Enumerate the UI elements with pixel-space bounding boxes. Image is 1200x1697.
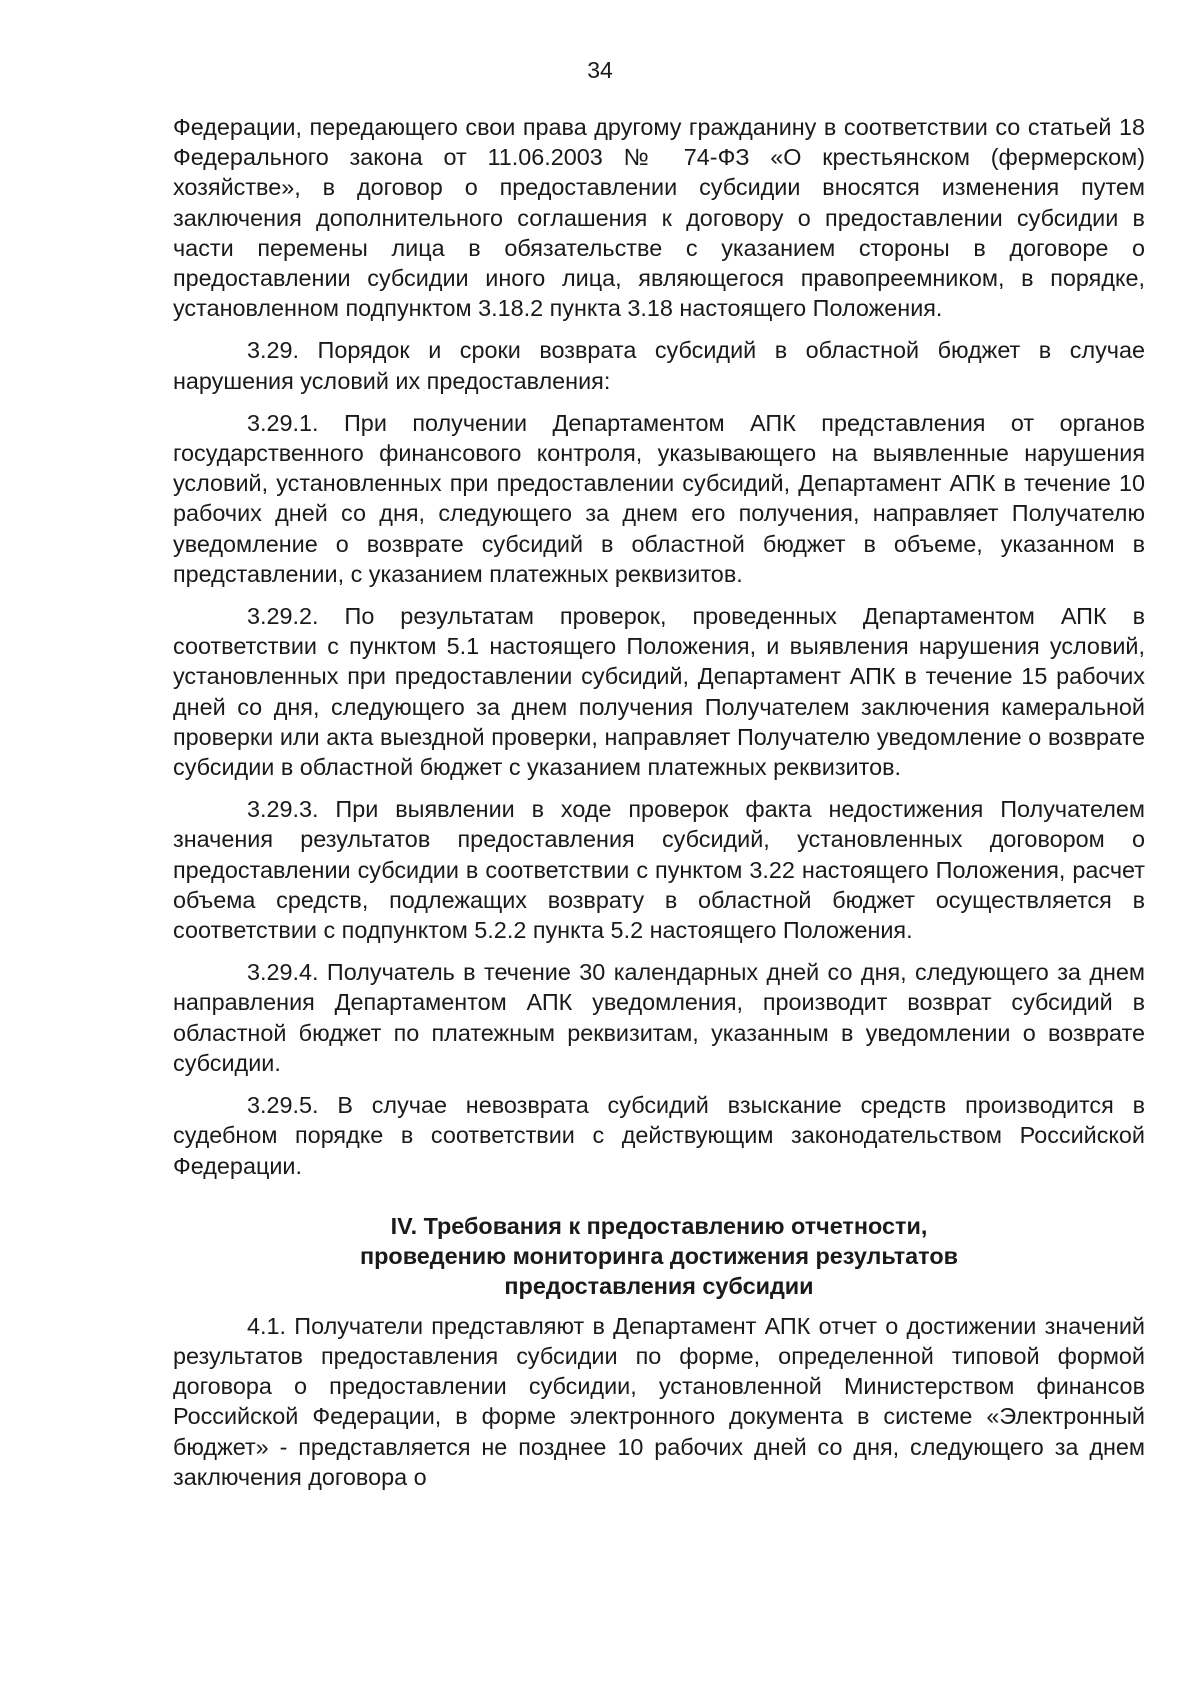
- paragraph-4-1: 4.1. Получатели представляют в Департамент АПК отчет о достижении значений результатов предоставления субсидии по форме, определенной типовой формой договора о предоставлении субсидии, установленной Министерством финансов Российской Федерации, в форме электронного документа в системе «Электронный бюджет» - представляется не позднее 10 рабочих дней со дня, следующего за днем заключения договора о: [173, 1312, 1145, 1490]
- section-heading-line: IV. Требования к предоставлению отчетности,: [390, 1212, 928, 1239]
- paragraph-3-29-5: 3.29.5. В случае невозврата субсидий взыскание средств производится в судебном порядке в соответствии с действующим законодательством Российской Федерации.: [173, 1092, 1145, 1179]
- paragraph-3-29-2: 3.29.2. По результатам проверок, проведенных Департаментом АПК в соответствии с пунктом 5.1 настоящего Положения, и выявления нарушения условий, установленных при предоставлении субсидий, Департамент АПК в течение 15 рабочих дней со дня, следующего за днем получения Получателем заключения камеральной проверки или акта выездной проверки, направляет Получателю уведомление о возврате субсидии в областной бюджет с указанием платежных реквизитов.: [173, 603, 1145, 781]
- section-heading-line: предоставления субсидии: [504, 1272, 814, 1299]
- paragraph-3-29-3: 3.29.3. При выявлении в ходе проверок факта недостижения Получателем значения результатов предоставления субсидий, установленных договором о предоставлении субсидии в соответствии с пунктом 3.22 настоящего Положения, расчет объема средств, подлежащих возврату в областной бюджет осуществляется в соответствии с подпунктом 5.2.2 пункта 5.2 настоящего Положения.: [173, 796, 1145, 944]
- paragraph-3-29-1: 3.29.1. При получении Департаментом АПК представления от органов государственного финансового контроля, указывающего на выявленные нарушения условий, установленных при предоставлении субсидий, Департамент АПК в течение 10 рабочих дней со дня, следующего за днем его получения, направляет Получателю уведомление о возврате субсидий в областной бюджет в объеме, указанном в представлении, с указанием платежных реквизитов.: [173, 409, 1145, 587]
- section-heading-line: проведению мониторинга достижения результатов: [359, 1242, 958, 1269]
- section-heading: [173, 1211, 1145, 1301]
- page-number: 34: [587, 57, 613, 83]
- paragraph-3-29-4: 3.29.4. Получатель в течение 30 календарных дней со дня, следующего за днем направления Департаментом АПК уведомления, производит возврат субсидий в областной бюджет по платежным реквизитам, указанным в уведомлении о возврате субсидии.: [173, 959, 1145, 1076]
- paragraph-continuation: Федерации, передающего свои права другому гражданину в соответствии со статьей 18 Федерального закона от 11.06.2003 № 74-ФЗ «О крестьянском (фермерском) хозяйстве», в договор о предоставлении субсидии вносятся изменения путем заключения дополнительного соглашения к договору о предоставлении субсидии в части перемены лица в обязательстве с указанием стороны в договоре о предоставлении субсидии иного лица, являющегося правопреемником, в порядке, установленном подпунктом 3.18.2 пункта 3.18 настоящего Положения.: [173, 114, 1145, 322]
- paragraph-3-29: 3.29. Порядок и сроки возврата субсидий в областной бюджет в случае нарушения условий их предоставления:: [173, 337, 1145, 394]
- document-body: [173, 112, 1145, 1504]
